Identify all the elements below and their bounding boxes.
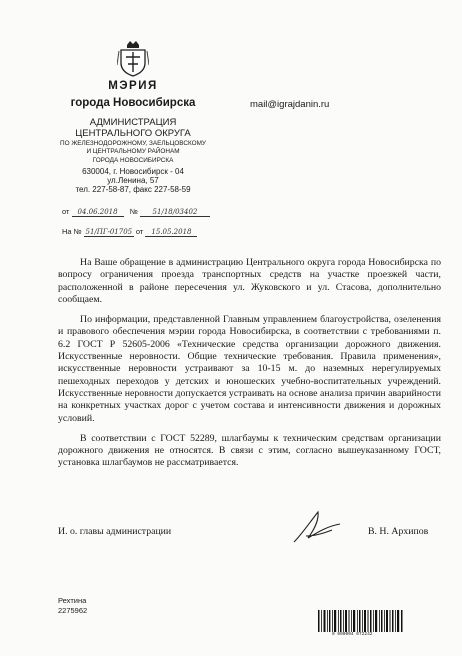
executor-name: Рехтина	[58, 596, 87, 605]
handwritten-signature	[288, 508, 348, 548]
paragraph-conclusion: В соответствии с ГОСТ 52289, шлагбаумы к техническим средствам организации дорожного движения не относятся. В связи с этим, согласно вышеуказанному ГОСТ, установка шлагбаумов не рассматривается.	[58, 432, 441, 469]
recipient-email: mail@igrajdanin.ru	[250, 99, 330, 110]
street-address: ул.Ленина, 57	[107, 176, 159, 186]
executor-phone: 2275962	[58, 606, 88, 615]
barcode	[318, 610, 404, 632]
districts-line: ГОРОДА НОВОСИБИРСКА	[92, 156, 174, 164]
outgoing-date: 04.06.2018	[72, 208, 124, 217]
number-label: №	[129, 207, 138, 216]
paragraph-intro: На Ваше обращение в администрацию Центрального округа города Новосибирска по вопросу ограничения проезда транспортных средств на участке проезжей части, расположенной в районе пересечения ул. Жуковского и ул. Стасова, дополнительно сообщаем.	[58, 257, 441, 305]
ref-number: 51/ПГ-01705	[85, 228, 133, 236]
administration-line: АДМИНИСТРАЦИЯ	[89, 117, 177, 128]
districts-line: ПО ЖЕЛЕЗНОДОРОЖНОМУ, ЗАЕЛЬЦОВСКОМУ	[60, 140, 206, 147]
coat-of-arms-emblem	[117, 39, 149, 77]
postal-address: 630004, г. Новосибирск - 04	[82, 167, 184, 176]
incoming-reference	[62, 227, 197, 237]
districts-line: И ЦЕНТРАЛЬНОМУ РАЙОНАМ	[86, 148, 180, 156]
from-label: от	[62, 207, 70, 216]
city-name: города Новосибирска	[70, 97, 196, 109]
ref-number-label: На №	[62, 227, 82, 236]
district-line: ЦЕНТРАЛЬНОГО ОКРУГА	[75, 128, 191, 139]
outgoing-registration	[62, 207, 210, 217]
mayoralty-title: МЭРИЯ	[108, 80, 158, 92]
address-block	[54, 167, 212, 195]
signatory-position: И. о. главы администрации	[58, 526, 172, 537]
executor-block	[58, 596, 87, 616]
barcode-number: 0 000004 072242	[332, 632, 373, 637]
letter-body	[58, 257, 441, 478]
districts-block	[54, 140, 212, 165]
signatory-name: В. Н. Архипов	[368, 526, 429, 537]
ref-date: 15.05.2018	[145, 228, 197, 237]
ref-from-label: от	[135, 227, 144, 236]
administration-title	[54, 117, 212, 139]
phone-fax: тел. 227-58-87, факс 227-58-59	[75, 185, 191, 195]
outgoing-number: 51/18/03402	[140, 208, 210, 217]
paragraph-gost-requirements: По информации, представленной Главным управлением благоустройства, озеленения и правового обеспечения мэрии города Новосибирска, в соответствии с требованиями п. 6.2 ГОСТ Р 52605-2006 «Технические средства организации дорожного движения. Искусственные неровности. Общие технические требования. Правила применения», искусственные неровности устраивают за 10-15 м. до наземных нерегулируемых пешеходных переходов у детских и юношеских учебно-воспитательных учреждений. Искусственные неровности допускается устраивать на основе анализа причин аварийности на конкретных участках дорог с учетом состава и интенсивности движения и дорожных условий.	[58, 314, 441, 424]
